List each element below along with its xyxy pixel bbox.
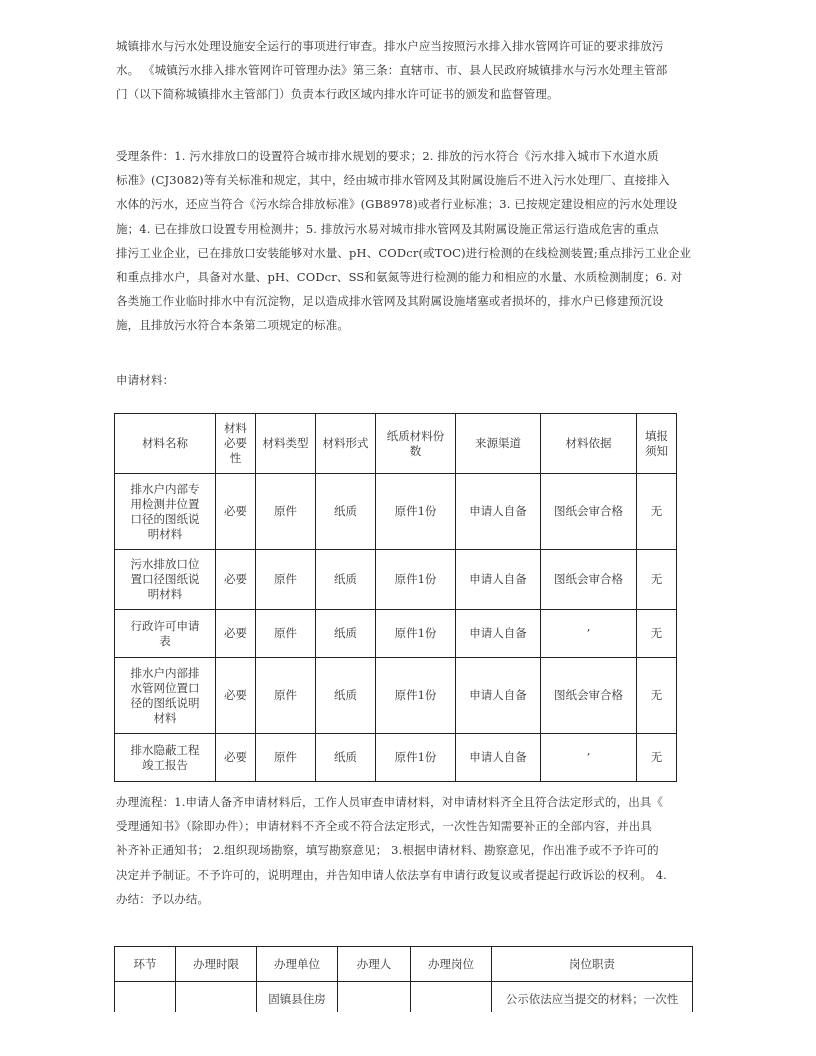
text-line: 施，且排放污水符合本条第二项规定的标准。 bbox=[116, 318, 349, 333]
header-cell: 材料类型 bbox=[256, 414, 316, 474]
table-header-row bbox=[115, 947, 693, 982]
table-cell: 行政许可申请表 bbox=[115, 610, 216, 658]
table-cell: 无 bbox=[637, 474, 677, 550]
table-cell: 申请人自备 bbox=[456, 474, 541, 550]
intro-paragraph bbox=[116, 34, 712, 107]
conditions-paragraph bbox=[116, 144, 712, 338]
process-paragraph bbox=[116, 790, 712, 911]
table-cell: 原件1份 bbox=[376, 550, 456, 610]
table-cell: 无 bbox=[637, 734, 677, 782]
table-cell: 无 bbox=[637, 658, 677, 734]
header-cell: 材料名称 bbox=[115, 414, 216, 474]
table-cell: 排水户内部排水管网位置口径的图纸说明材料 bbox=[115, 658, 216, 734]
table-row bbox=[115, 610, 677, 658]
table-cell: 排水隐蔽工程竣工报告 bbox=[115, 734, 216, 782]
table-cell: ’ bbox=[541, 610, 637, 658]
table-cell: 必要 bbox=[216, 734, 256, 782]
header-cell: 岗位职责 bbox=[492, 947, 693, 982]
table-cell: 原件1份 bbox=[376, 734, 456, 782]
header-cell: 办理单位 bbox=[257, 947, 338, 982]
text-line: 办理流程：1.申请人备齐申请材料后，工作人员审查申请材料，对申请材料齐全且符合法定形式的，出具《 bbox=[116, 795, 664, 809]
text-line: 补齐补正通知书； 2.组织现场勘察，填写勘察意见； 3.根据申请材料、勘察意见，作出准予或不予许可的 bbox=[116, 843, 659, 858]
table-cell: 原件1份 bbox=[376, 474, 456, 550]
table-cell: 必要 bbox=[216, 550, 256, 610]
text-line: 决定并予制证。不予许可的，说明理由，并告知申请人依法享有申请行政复议或者提起行政诉讼的权利。 4. bbox=[116, 867, 667, 882]
table-header-row bbox=[115, 414, 677, 474]
table-cell: 纸质 bbox=[316, 474, 376, 550]
table-cell: 申请人自备 bbox=[456, 610, 541, 658]
table-cell: 纸质 bbox=[316, 610, 376, 658]
table-row bbox=[115, 658, 677, 734]
table-row bbox=[115, 734, 677, 782]
text-line: 办结：予以办结。 bbox=[116, 891, 210, 906]
table-cell: 原件 bbox=[256, 658, 316, 734]
header-cell: 环节 bbox=[115, 947, 176, 982]
table-cell: 原件 bbox=[256, 474, 316, 550]
table-row bbox=[115, 550, 677, 610]
table-cell: 无 bbox=[637, 610, 677, 658]
text-line: 和重点排水户，具备对水量、pH、CODcr、SS和氨氮等进行检测的能力和相应的水量、水质检测制度；6. 对 bbox=[116, 270, 683, 285]
header-cell: 办理人 bbox=[338, 947, 411, 982]
table-cell: 必要 bbox=[216, 658, 256, 734]
table-cell: 申请人自备 bbox=[456, 658, 541, 734]
header-cell: 材料依据 bbox=[541, 414, 637, 474]
table-cell: 公示依法应当提交的材料；一次性 bbox=[492, 982, 693, 1032]
text-line: 受理条件：1. 污水排放口的设置符合城市排水规划的要求；2. 排放的污水符合《污水排入城市下水道水质 bbox=[116, 149, 659, 163]
table-cell: ’ bbox=[541, 734, 637, 782]
text-line: 水。 《城镇污水排入排水管网许可管理办法》第三条：直辖市、市、县人民政府城镇排水与污水处理主管部 bbox=[116, 63, 668, 78]
table-cell: 图纸会审合格 bbox=[541, 474, 637, 550]
table-cell: 固镇县住房 bbox=[257, 982, 338, 1032]
table-cell: 排水户内部专用检测井位置口径的图纸说明材料 bbox=[115, 474, 216, 550]
table-cell: 图纸会审合格 bbox=[541, 658, 637, 734]
text-line: 标准》(CJ3082)等有关标准和规定，其中，经由城市排水管网及其附属设施后不进入污水处理厂、直接排入 bbox=[116, 173, 670, 188]
table-cell: 申请人自备 bbox=[456, 734, 541, 782]
table-cell: 纸质 bbox=[316, 550, 376, 610]
text-line: 受理通知书》（除即办件）；申请材料不齐全或不符合法定形式，一次性告知需要补正的全部内容，并出具 bbox=[116, 819, 653, 834]
table-cell: 申请人自备 bbox=[456, 550, 541, 610]
header-cell: 材料必要性 bbox=[216, 414, 256, 474]
table-cell: 污水排放口位置口径图纸说明材料 bbox=[115, 550, 216, 610]
table-row bbox=[115, 474, 677, 550]
materials-table bbox=[114, 413, 677, 782]
header-cell: 材料形式 bbox=[316, 414, 376, 474]
table-cell: 原件 bbox=[256, 610, 316, 658]
header-cell: 来源渠道 bbox=[456, 414, 541, 474]
page-bottom-edge bbox=[0, 1012, 816, 1056]
header-cell: 填报须知 bbox=[637, 414, 677, 474]
table-cell: 必要 bbox=[216, 474, 256, 550]
table-cell: 纸质 bbox=[316, 658, 376, 734]
table-cell: 纸质 bbox=[316, 734, 376, 782]
text-line: 城镇排水与污水处理设施安全运行的事项进行审查。排水户应当按照污水排入排水管网许可证的要求排放污 bbox=[116, 39, 664, 53]
header-cell: 办理时限 bbox=[176, 947, 257, 982]
text-line: 水体的污水，还应当符合《污水综合排放标准》(GB8978)或者行业标准；3. 已按规定建设相应的污水处理设 bbox=[116, 197, 678, 212]
header-cell: 办理岗位 bbox=[411, 947, 492, 982]
text-line: 排污工业企业，已在排放口安装能够对水量、pH、CODcr(或TOC)进行检测的在线检测装置;重点排污工业企业 bbox=[116, 245, 692, 260]
materials-label: 申请材料： bbox=[116, 373, 175, 387]
table-cell: 原件1份 bbox=[376, 658, 456, 734]
table-cell: 原件 bbox=[256, 734, 316, 782]
table-cell: 无 bbox=[637, 550, 677, 610]
table-cell: 必要 bbox=[216, 610, 256, 658]
text-line: 门（以下简称城镇排水主管部门）负责本行政区域内排水许可证书的颁发和监督管理。 bbox=[116, 87, 559, 102]
table-cell: 图纸会审合格 bbox=[541, 550, 637, 610]
text-line: 施；4. 已在排放口设置专用检测井；5. 排放污水易对城市排水管网及其附属设施正常运行造成危害的重点 bbox=[116, 221, 659, 236]
table-cell: 原件1份 bbox=[376, 610, 456, 658]
text-line: 各类施工作业临时排水中有沉淀物，足以造成排水管网及其附属设施堵塞或者损坏的，排水户已修建预沉设 bbox=[116, 294, 664, 309]
header-cell: 纸质材料份数 bbox=[376, 414, 456, 474]
table-cell: 原件 bbox=[256, 550, 316, 610]
